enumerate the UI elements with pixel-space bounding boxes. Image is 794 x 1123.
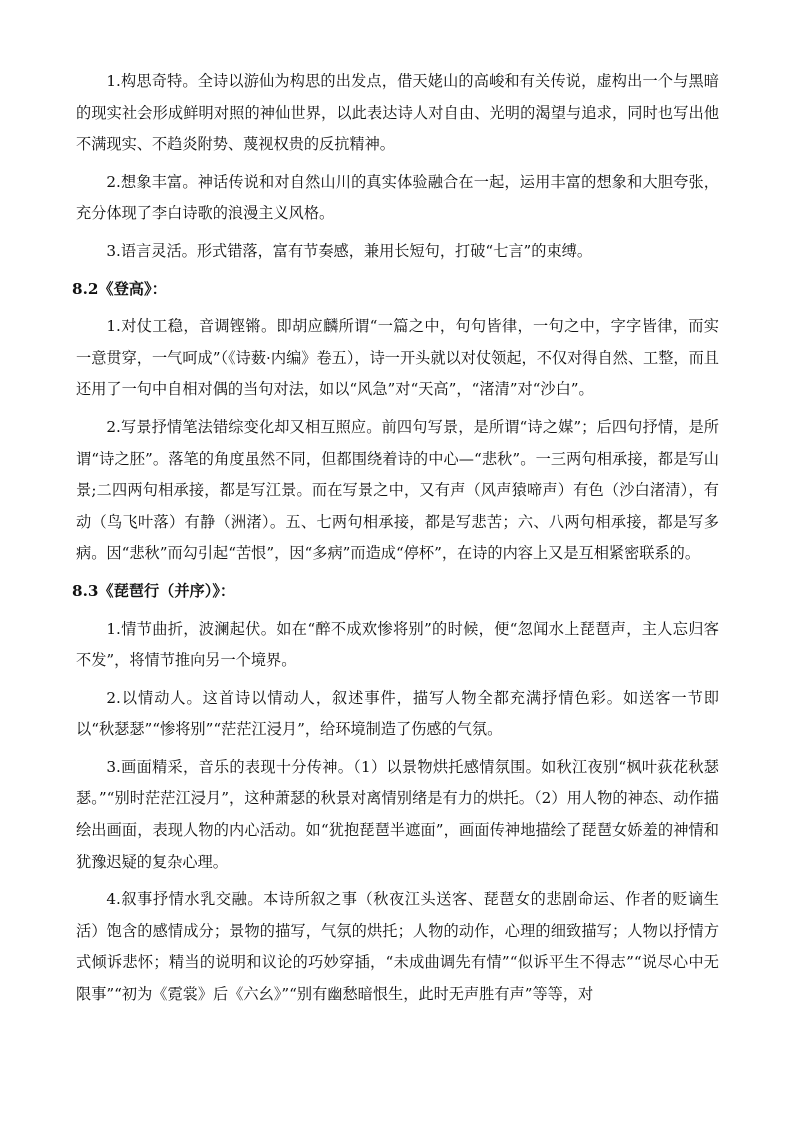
paragraph-emotion: 2.以情动人。这首诗以情动人，叙述事件，描写人物全都充满抒情色彩。如送客一节即以“秋瑟瑟”“惨将别”“茫茫江浸月”，给环境制造了伤感的气氛。 [76,688,719,739]
paragraph-scene-emotion: 2.写景抒情笔法错综变化却又相互照应。前四句写景，是所谓“诗之媒”；后四句抒情，是所谓“诗之胚”。落笔的角度虽然不同，但都围绕着诗的中心—“悲秋”。一三两句相承接，都是写山景;二四两句相承接，都是写江景。而在写景之中，又有声（风声猿啼声）有色（沙白渚清），有动（鸟飞叶落）有静（洲渚）。五、七两句相承接，都是写悲苦；六、八两句相承接，都是写多病。因“悲秋”而勾引起“苦恨”，因“多病”而造成“停杯”，在诗的内容上又是互相紧密联系的。 [76,417,719,563]
section-heading-pipaxing: 8.3《琵琶行（并序）》： [72,581,236,600]
paragraph-language: 3.语言灵活。形式错落，富有节奏感，兼用长短句，打破“七言”的束缚。 [106,241,593,260]
paragraph-conception: 1.构思奇特。全诗以游仙为构思的出发点，借天姥山的高峻和有关传说，虚构出一个与黑暗的现实社会形成鲜明对照的神仙世界，以此表达诗人对自由、光明的渴望与追求，同时也写出他不满现实、不趋炎附势、蔑视权贵的反抗精神。 [76,72,719,154]
paragraph-imagination: 2.想象丰富。神话传说和对自然山川的真实体验融合在一起，运用丰富的想象和大胆夸张，充分体现了李白诗歌的浪漫主义风格。 [76,172,719,223]
document-page [72,66,719,1017]
paragraph-antithesis: 1.对仗工稳，音调铿锵。即胡应麟所谓“一篇之中，句句皆律，一句之中，字字皆律，而实一意贯穿，一气呵成”（《诗薮·内编》卷五），诗一开头就以对仗领起，不仅对得自然、工整，而且还用了一句中自相对偶的当句对法，如以“风急”对“天高”，“渚清”对“沙白”。 [76,317,719,399]
section-heading-denggao: 8.2《登高》： [72,279,167,298]
paragraph-plot: 1.情节曲折，波澜起伏。如在“醉不成欢惨将别”的时候，便“忽闻水上琵琶声，主人忘归客不发”，将情节推向另一个境界。 [76,619,719,670]
paragraph-imagery-music: 3.画面精采，音乐的表现十分传神。（1）以景物烘托感情氛围。如秋江夜别“枫叶荻花秋瑟瑟。”“别时茫茫江浸月”，这种萧瑟的秋景对离情别绪是有力的烘托。（2）用人物的神态、动作描绘出画面，表现人物的内心活动。如“犹抱琵琶半遮面”，画面传神地描绘了琵琶女娇羞的神情和犹豫迟疑的复杂心理。 [76,757,719,871]
paragraph-narrative-lyric: 4.叙事抒情水乳交融。本诗所叙之事（秋夜江头送客、琵琶女的悲剧命运、作者的贬谪生活）饱含的感情成分；景物的描写，气氛的烘托；人物的动作，心理的细致描写；人物以抒情方式倾诉悲怀；精当的说明和议论的巧妙穿插，“未成曲调先有情”“似诉平生不得志”“说尽心中无限事”“初为《霓裳》后《六幺》”“别有幽愁暗恨生，此时无声胜有声”等等，对 [76,890,719,1004]
